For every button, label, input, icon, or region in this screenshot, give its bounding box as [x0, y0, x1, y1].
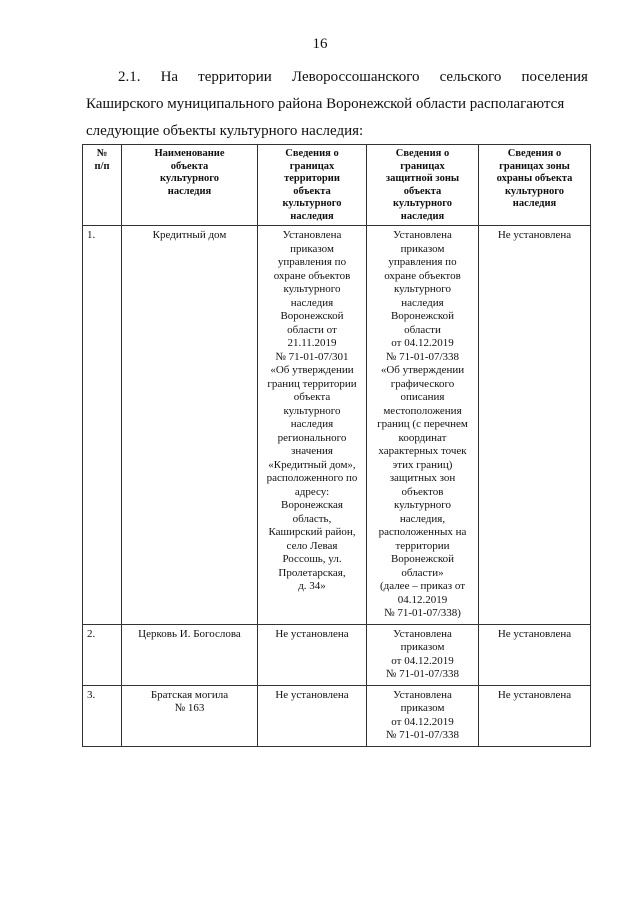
- cell-protective-zone: Установлена приказом от 04.12.2019 № 71-01-07/338: [367, 624, 479, 685]
- table-row: [83, 685, 591, 746]
- cell-protection-zone: Не установлена: [479, 624, 591, 685]
- cell-number: 3.: [83, 685, 122, 746]
- header-name: Наименование объекта культурного наследия: [122, 145, 258, 226]
- header-territory: Сведения о границах территории объекта культурного наследия: [258, 145, 367, 226]
- cell-protection-zone: Не установлена: [479, 685, 591, 746]
- intro-word: На: [160, 69, 179, 85]
- header-number: № п/п: [83, 145, 122, 226]
- cell-name: Церковь И. Богослова: [122, 624, 258, 685]
- page-number: 16: [312, 36, 328, 52]
- cell-number: 2.: [83, 624, 122, 685]
- cell-protective-zone: Установлена приказом от 04.12.2019 № 71-01-07/338: [367, 685, 479, 746]
- intro-line-3: следующие объекты культурного наследия:: [86, 123, 364, 139]
- cell-territory: Не установлена: [258, 685, 367, 746]
- intro-word: сельского: [439, 69, 502, 85]
- cell-name: Братская могила № 163: [122, 685, 258, 746]
- cell-number: 1.: [83, 226, 122, 625]
- header-protection-zone: Сведения о границах зоны охраны объекта культурного наследия: [479, 145, 591, 226]
- intro-word: 2.1.: [118, 69, 141, 85]
- intro-word: поселения: [521, 69, 588, 85]
- cell-territory: Установлена приказом управления по охране объектов культурного наследия Воронежской области от 21.11.2019 № 71-01-07/301 «Об утверждении границ территории объекта культурного наследия регионального значения «Кредитный дом», расположенного по адресу: Воронежская область, Каширский район, село Левая Россошь, ул. Пролетарская, д. 34»: [258, 226, 367, 625]
- cell-name: Кредитный дом: [122, 226, 258, 625]
- intro-word: территории: [198, 69, 272, 85]
- intro-paragraph: [86, 64, 588, 145]
- intro-word: Левороссошанского: [291, 69, 420, 85]
- table-row: [83, 624, 591, 685]
- cell-protective-zone: Установлена приказом управления по охране объектов культурного наследия Воронежской области от 04.12.2019 № 71-01-07/338 «Об утверждении графического описания местоположения границ (с перечнем координат характерных точек этих границ) защитных зон объектов культурного наследия, расположенных на территории Воронежской области» (далее – приказ от 04.12.2019 № 71-01-07/338): [367, 226, 479, 625]
- table-row: [83, 226, 591, 625]
- table-header-row: [83, 145, 591, 226]
- heritage-objects-table: [82, 144, 591, 747]
- header-protective-zone: Сведения о границах защитной зоны объекта культурного наследия: [367, 145, 479, 226]
- intro-line-1: [86, 64, 588, 91]
- intro-line-2: Каширского муниципального района Воронежской области располагаются: [86, 96, 565, 112]
- cell-protection-zone: Не установлена: [479, 226, 591, 625]
- cell-territory: Не установлена: [258, 624, 367, 685]
